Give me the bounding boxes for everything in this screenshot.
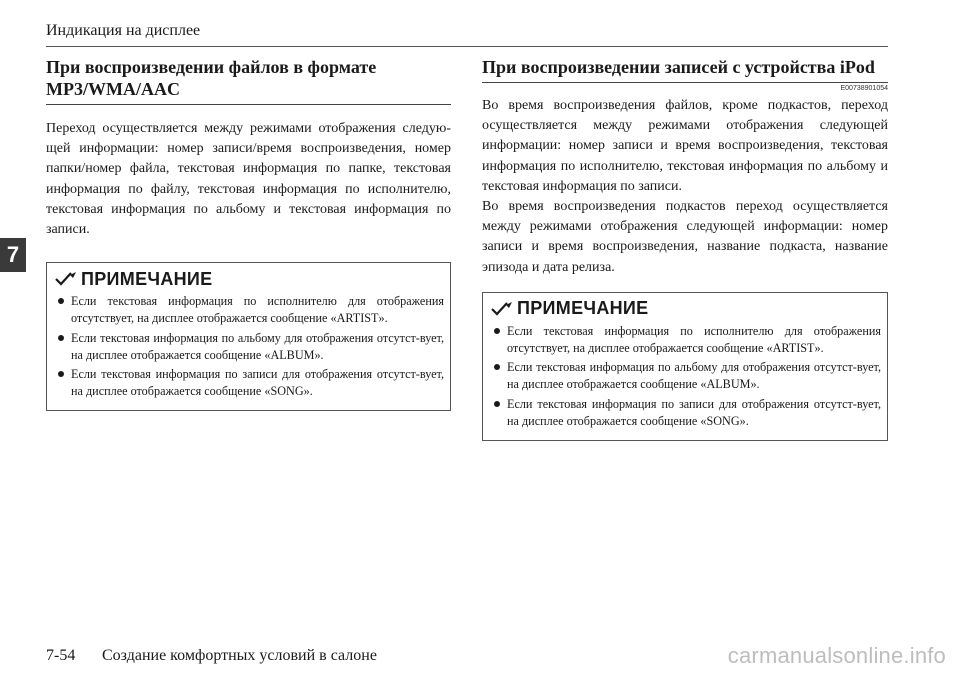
right-section-paragraph: Во время воспроизведения подкастов переход осуществляется между режимами отображения следующей информации: номер записи и время воспроизведения, название подкаста, название эпизода и дата релиза. xyxy=(482,199,888,275)
left-section-title-line1: При воспроизведении файлов в формате xyxy=(46,57,377,77)
note-item xyxy=(491,396,881,430)
note-item-text: Если текстовая информация по исполнителю для отображения отсутствует, на дисплее отображается сообщение «ARTIST». xyxy=(71,294,444,326)
right-section-title: При воспроизведении записей с устройства iPod xyxy=(482,57,875,77)
note-item xyxy=(491,323,881,357)
checkmark-note-icon xyxy=(55,271,77,287)
note-item xyxy=(55,293,444,327)
note-item-text: Если текстовая информация по альбому для отображения отсутст-вует, на дисплее отображается сообщение «ALBUM». xyxy=(507,360,881,392)
footer-page-number: 7-54 xyxy=(46,647,76,664)
checkmark-note-icon xyxy=(491,301,513,317)
right-note-header xyxy=(491,295,881,323)
left-section-divider xyxy=(46,104,451,105)
left-section-title xyxy=(46,56,451,100)
header-divider xyxy=(46,46,888,47)
bullet-icon xyxy=(58,335,64,341)
right-note-box xyxy=(482,292,888,441)
footer-section-title: Создание комфортных условий в салоне xyxy=(102,647,377,664)
left-note-header xyxy=(55,265,444,293)
left-column xyxy=(46,56,451,411)
note-item-text: Если текстовая информация по записи для отображения отсутст-вует, на дисплее отображается сообщение «SONG». xyxy=(507,396,881,428)
right-column xyxy=(482,56,888,441)
bullet-icon xyxy=(58,298,64,304)
bullet-icon xyxy=(58,371,64,377)
note-label: ПРИМЕЧАНИЕ xyxy=(81,268,213,289)
right-section-paragraph: Во время воспроизведения файлов, кроме подкастов, переход осуществляется между режимами отображения следующей информации: номер записи и время воспроизведения, текстовая информация по исполнителю, текстовая информация по альбому и текстовая информация по записи. xyxy=(482,98,888,194)
bullet-icon xyxy=(494,328,500,334)
left-section-title-line2: MP3/WMA/AAC xyxy=(46,79,180,99)
page-header-title: Индикация на дисплее xyxy=(46,22,201,39)
note-item xyxy=(491,359,881,393)
chapter-tab: 7 xyxy=(0,238,26,272)
watermark-text: carmanualsonline.info xyxy=(727,643,946,668)
bullet-icon xyxy=(494,364,500,370)
note-label: ПРИМЕЧАНИЕ xyxy=(517,298,649,319)
left-note-box xyxy=(46,262,451,411)
bullet-icon xyxy=(494,401,500,407)
left-section-body: Переход осуществляется между режимами отображения следую-щей информации: номер записи/время воспроизведения, номер папки/номер файла, текстовая информация по папке, текстовая информация по файлу, текстовая информация по исполнителю, текстовая информация по альбому и текстовая информация по записи. xyxy=(46,121,451,238)
note-item-text: Если текстовая информация по исполнителю для отображения отсутствует, на дисплее отображается сообщение «ARTIST». xyxy=(507,323,881,356)
right-section-divider xyxy=(482,82,888,83)
section-code: E00738901054 xyxy=(840,85,888,92)
note-item-text: Если текстовая информация по записи для отображения отсутст-вует, на дисплее отображается сообщение «SONG». xyxy=(71,367,444,399)
note-item xyxy=(55,330,444,364)
note-item xyxy=(55,366,444,400)
note-item-text: Если текстовая информация по альбому для отображения отсутст-вует, на дисплее отображается сообщение «ALBUM». xyxy=(71,330,444,362)
